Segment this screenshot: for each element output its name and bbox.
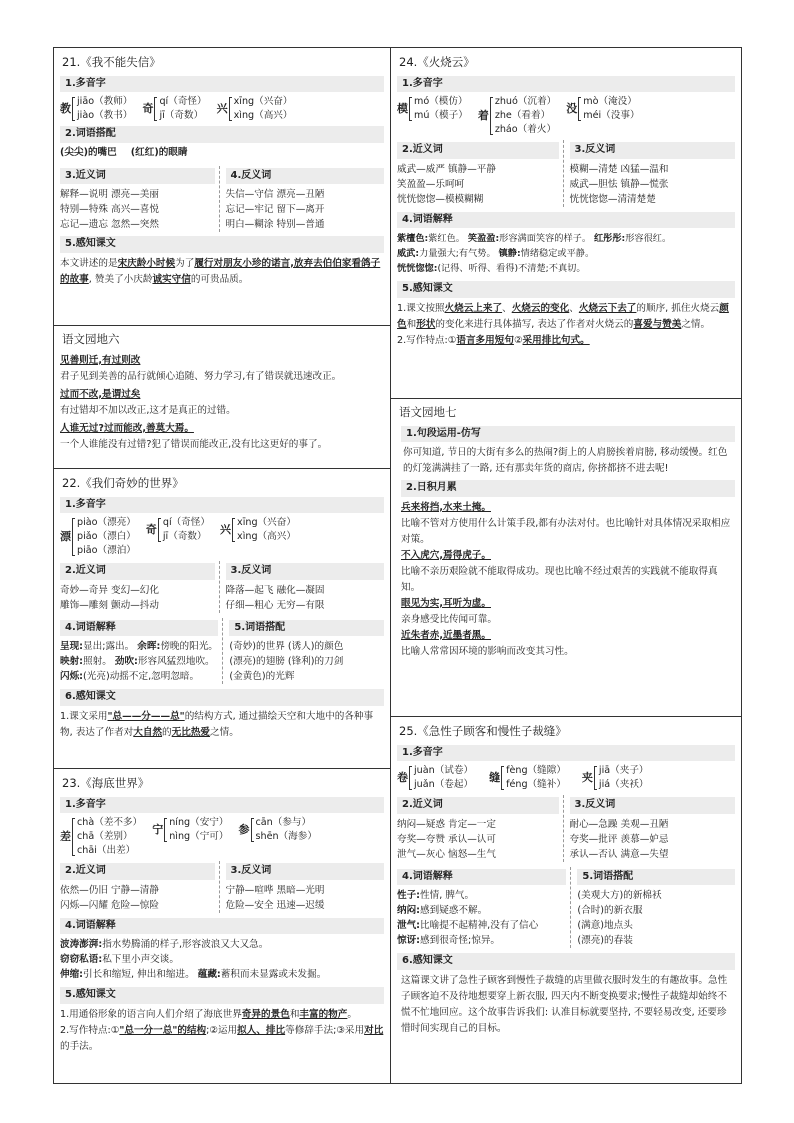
character: 参 [238,823,250,837]
section-header: 1.多音字 [60,497,384,514]
section-header: 6.感知课文 [60,689,384,706]
saying-heading: 过而不改,是谓过矣 [60,388,141,400]
polyphone-can: 参 cān（参与） shēn（海参） [238,817,317,843]
garden-7 [391,399,741,717]
section-header: 4.词语解释 [397,869,566,886]
section-header: 3.反义词 [226,863,385,880]
character: 兴 [220,523,232,537]
reading: jiāo（教师） [77,96,133,108]
synonym-line: 忘记—遗忘 忽然—突然 [60,219,159,231]
section-header: 2.近义词 [60,563,215,580]
polyphone-row [397,764,735,792]
reading: jiào（教书） [77,110,133,122]
saying-meaning: 一个人谁能没有过错?犯了错误而能改正,没有比这更好的事了。 [60,438,328,450]
section-header: 3.近义词 [60,168,215,185]
polyphone-row [60,95,384,123]
synonym-antonym: 2.近义词 依然—仍旧 宁静—清静 闪烁—闪耀 危险—惊险 3.反义词 宁静—喧哗 黑暗—光明 危险—安全 迅速—迟缓 [60,861,384,913]
section-header: 1.多音字 [397,745,735,762]
character: 奇 [145,523,157,537]
polyphone-qi [142,95,206,123]
section-header: 4.词语解释 [60,620,218,637]
character: 没 [566,102,578,116]
saying-meaning: 比喻不管对方使用什么计策手段,都有办法对付。也比喻针对具体情况采取相应对策。 [401,517,731,545]
polyphone-qi: 奇 qí（奇怪） jī（奇数） [145,517,211,543]
section-header: 5.词语搭配 [577,869,735,886]
synonym-line: 解释—说明 漂亮—美丽 [60,189,159,201]
section-header: 4.词语解释 [397,212,735,229]
section-header: 1.多音字 [397,76,735,93]
reading: jī（奇数） [159,110,204,122]
polyphone-xing [217,95,293,123]
saying-heading: 见善则迁,有过则改 [60,354,141,366]
saying-heading: 不入虎穴,焉得虎子。 [401,549,491,561]
reading: xìng（高兴） [233,110,293,122]
saying-meaning: 有过错却不加以改正,这才是真正的过错。 [60,404,236,416]
synonym-antonym: 2.近义词 纳闷—疑惑 肯定—一定 夸奖—夸赞 承认—认可 泄气—灰心 恼怒—生气 3.反义词 耐心—急躁 美观—丑陋 夸奖—批评 羡慕—妒忌 承认—否认 满意—失望 [397,795,735,862]
polyphone-cha: 差 chà（差不多） chā（差别） chāi（出差） [60,817,143,857]
writing-features: 2.写作特点:①语言多用短句②采用排比句式。 [397,334,590,346]
polyphone-ning: 宁 níng（安宁） nìng（宁可） [152,817,229,843]
saying-heading: 兵来将挡,水来土掩。 [401,501,491,513]
lesson-title: 25.《急性子顾客和慢性子裁缝》 [399,724,567,738]
saying-heading: 近朱者赤,近墨者黑。 [401,629,491,641]
saying-meaning: 比喻人常常因环境的影响而改变其习性。 [401,645,574,657]
saying-heading: 人谁无过?过而能改,善莫大焉。 [60,422,194,434]
collocation: (尖尖)的嘴巴 [60,146,117,158]
saying-meaning: 比喻不亲历艰险就不能取得成功。现也比喻不经过艰苦的实践就不能取得真知。 [401,565,718,593]
summary-text: 本文讲述的是宋庆龄小时候为了履行对朋友小珍的诺言,放弃去伯伯家看鸽子的故事, 赞美了小庆龄诚实守信的可贵品质。 [60,257,381,285]
synonym-line: 特别—特殊 高兴—喜悦 [60,204,159,216]
polyphone-zhuo: 着 zhuó（沉着） zhe（看着） zháo（着火） [477,96,557,136]
lesson-title: 24.《火烧云》 [399,55,475,69]
character: 奇 [142,102,154,116]
polyphone-mo: 模 mó（模仿） mú（模子） [397,96,468,122]
right-column [391,48,741,1083]
antonym-line: 失信—守信 漂亮—丑陋 [225,189,325,201]
summary-text: 1.课文采用"总——分——总"的结构方式, 通过描绘天空和大地中的各种事物, 表达了作者对大自然的无比热爱之情。 [60,710,374,738]
lesson-title: 22.《我们奇妙的世界》 [62,476,184,490]
saying-heading: 眼见为实,耳听为虚。 [401,597,491,609]
section-header: 4.反义词 [226,168,385,185]
summary-text: 这篇课文讲了急性子顾客到慢性子裁缝的店里做衣服时发生的有趣故事。急性子顾客迫不及待地想要穿上新衣服, 四天内不断变换要求;慢性子裁缝却始终不慌不忙地回应。这个故事告诉我们: 认准目标就要坚持, 不要轻易改变, 还要珍惜时间实现自己的目标。 [401,974,728,1034]
section-header: 4.词语解释 [60,918,384,935]
section-header: 2.日积月累 [401,480,735,497]
synonym-antonym: 2.近义词 奇妙—奇异 变幻—幻化 雕饰—雕刻 颤动—抖动 3.反义词 降落—起飞 融化—凝固 仔细—粗心 无穷—有限 [60,561,384,613]
collocation-row [60,146,384,160]
saying-meaning: 君子见到美善的品行就倾心追随、努力学习,有了错误就迅速改正。 [60,370,342,382]
writing-features: 2.写作特点:①"总一分一总"的结构;②运用拟人、排比等修辞手法;③采用对比的手法。 [60,1024,384,1052]
polyphone-xing: 兴 xīng（兴奋） xìng（高兴） [220,517,296,543]
garden-title: 语文园地六 [62,332,120,346]
saying-meaning: 亲身感受比传闻可靠。 [401,613,497,625]
lesson-25 [391,717,741,1083]
polyphone-feng: 缝 fèng（缝隙） féng（缝补） [489,765,566,791]
character: 宁 [152,823,164,837]
antonym-line: 忘记—牢记 留下—离开 [225,204,325,216]
section-header: 6.感知课文 [397,953,735,970]
section-header: 5.词语搭配 [229,620,384,637]
character: 卷 [397,771,408,785]
lesson-title: 21.《我不能失信》 [62,55,161,69]
section-header: 1.多音字 [60,76,384,93]
lesson-23: 23.《海底世界》 1.多音字 差 chà（差不多） chā（差别） chāi（出差） 宁 níng（安宁） nìng（宁可） 参 cān（参与） shēn（海参） 2.近义词 依然—仍旧 宁静—清静 闪烁—闪耀 危险—惊险 3.反义词 宁静—喧哗 黑暗—光明 危险—安全 迅速—迟缓 4.词语解释 波涛澎湃:指水势腾涌的样子,形容波浪又大又急。 窃窃私语:私下里小声交谈。 伸缩:引长和缩短, 伸出和缩进。 蕴藏:蓄积而未显露或未发掘。 5.感知课文 1.用通俗形象的语言向人们介绍了海底世界奇异的景色和丰富的物产。 2.写作特点:①"总一分一总"的结构;②运用拟人、排比等修辞手法;③采用对比的手法。 [54,769,390,1083]
character: 模 [397,102,408,116]
lesson-24: 24.《火烧云》 1.多音字 模 mó（模仿） mú（模子） 着 zhuó（沉着） zhe（看着） zháo（着火） 没 mò（淹没） méi（没事） 2.近义词 威武—威严 镇静—平静 笑盈盈—乐呵呵 恍恍惚惚—模模糊糊 3.反义词 模糊—清楚 凶猛—温和 威武—胆怯 镇静—慌张 恍恍惚惚—清清楚楚 4.词语解释 紫檀色:紫红色。 笑盈盈:形容满面笑容的样子。 红彤彤:形容很红。 威武:力量强大;有气势。 镇静:情绪稳定或平静。 恍恍惚惚:(记得、听得、看得)不清楚;不真切。 5.感知课文 1.课文按照火烧云上来了、火烧云的变化、火烧云下去了的顺序, 抓住火烧云颜色和形状的变化来进行具体描写, 表达了作者对火烧云的喜爱与赞美之情。 2.写作特点:①语言多用短句②采用排比句式。 [391,48,741,399]
antonym-line: 明白—糊涂 特别—普通 [225,219,325,231]
character: 教 [60,102,71,116]
explanation-collocation: 4.词语解释 性子:性情, 脾气。 纳闷:感到疑惑不解。 泄气:比喻提不起精神,没有了信心 惊讶:感到很奇怪;惊异。 5.词语搭配 (美观大方)的新棉袄 (合时)的新衣服 (满意)地点头 (漂亮)的春装 [397,867,735,949]
polyphone-row [60,516,384,558]
character: 漂 [60,530,71,544]
section-header: 5.感知课文 [60,236,384,253]
summary-text: 1.课文按照火烧云上来了、火烧云的变化、火烧云下去了的顺序, 抓住火烧云颜色和形状的变化来进行具体描写, 表达了作者对火烧云的喜爱与赞美之情。 [397,302,729,330]
section-header: 1.句段运用-仿写 [401,426,735,443]
section-header: 3.反义词 [570,797,736,814]
left-column [54,48,391,1083]
character: 缝 [489,771,501,785]
garden-title: 语文园地七 [399,405,457,419]
lesson-22 [54,469,390,769]
synonym-antonym: 2.近义词 威武—威严 镇静—平静 笑盈盈—乐呵呵 恍恍惚惚—模模糊糊 3.反义词 模糊—清楚 凶猛—温和 威武—胆怯 镇静—慌张 恍恍惚惚—清清楚楚 [397,140,735,207]
section-header: 2.近义词 [397,797,559,814]
worksheet-page [53,47,742,1084]
collocation: (红红)的眼睛 [130,146,188,158]
character: 差 [60,830,71,844]
section-header: 2.词语搭配 [60,126,384,143]
polyphone-jiao [60,95,132,123]
polyphone-jia: 夹 jiā（夹子） jiá（夹袄） [581,765,649,791]
polyphone-piao: 漂 piào（漂亮） piǎo（漂白） piāo（漂泊） [60,517,136,557]
reading: xīng（兴奋） [233,96,293,108]
summary-text: 1.用通俗形象的语言向人们介绍了海底世界奇异的景色和丰富的物产。 [60,1008,357,1020]
section-header: 2.近义词 [60,863,215,880]
section-header: 5.感知课文 [60,987,384,1004]
section-header: 1.多音字 [60,797,384,814]
polyphone-row [397,95,735,137]
character: 夹 [581,771,593,785]
polyphone-juan: 卷 juàn（试卷） juǎn（卷起） [397,765,474,791]
character: 兴 [216,102,228,116]
polyphone-row [60,816,384,858]
garden-6 [54,326,390,469]
section-header: 5.感知课文 [397,281,735,298]
lesson-title: 23.《海底世界》 [62,776,150,790]
sample-paragraph: 你可知道, 节日的大街有多么的热闹?街上的人肩膀挨着肩膀, 移动缓慢。红色的灯笼满满挂了一路, 还有那卖年货的商店, 你挤都挤不进去呢! [403,447,728,475]
character: 着 [477,109,489,123]
synonym-antonym [60,166,384,233]
section-header: 3.反义词 [226,563,385,580]
polyphone-mei: 没 mò（淹没） méi（没事） [566,96,640,122]
lesson-21 [54,48,390,326]
section-header: 2.近义词 [397,142,559,159]
reading: qí（奇怪） [159,96,207,108]
section-header: 3.反义词 [570,142,736,159]
explanation-collocation: 4.词语解释 呈现:显出;露出。 余晖:傍晚的阳光。 映射:照射。 劲吹:形容风猛烈地吹。 闪烁:(光亮)动摇不定,忽明忽暗。 5.词语搭配 (奇妙)的世界 (诱人)的颜色 (漂亮)的翅膀 (锋利)的刀剑 (金黄色)的光辉 [60,618,384,685]
